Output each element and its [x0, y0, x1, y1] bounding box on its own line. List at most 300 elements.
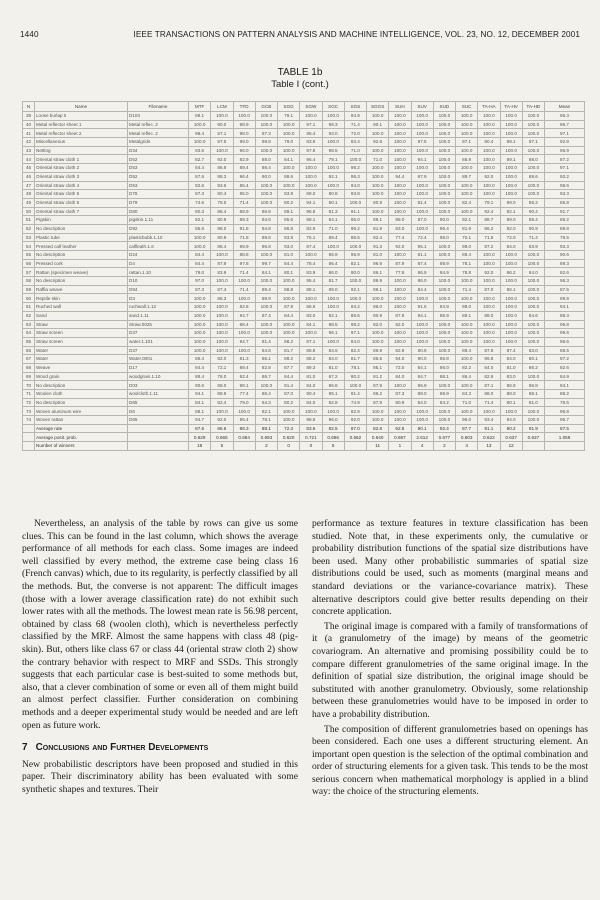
table-cell: 100.0	[300, 329, 322, 338]
table-cell: 89.4	[233, 363, 255, 372]
table-cell: 88.2	[545, 216, 585, 225]
table-cell: 82.1	[322, 311, 344, 320]
table-cell: 100.0	[211, 337, 233, 346]
table-cell: 83.0	[522, 346, 544, 355]
column-header: SGW	[300, 102, 322, 112]
table-cell: 87.4	[300, 242, 322, 251]
table-cell: Woolen cloth	[35, 390, 128, 399]
table-cell: 89.4	[233, 164, 255, 173]
table-cell: 100.0	[456, 146, 478, 155]
table-cell: 100.0	[522, 285, 544, 294]
table-cell: 100.0	[389, 146, 411, 155]
column-header: N	[23, 102, 35, 112]
table-cell: Number of winners	[35, 442, 128, 451]
table-cell: 82.4	[344, 346, 366, 355]
table-cell: 88.0	[478, 390, 500, 399]
table-cell: 88.5	[545, 346, 585, 355]
table-cell: 87.4	[500, 346, 522, 355]
table-cell: 96.4	[433, 224, 455, 233]
table-cell: 86.1	[367, 268, 389, 277]
table-cell: 98.2	[344, 164, 366, 173]
summary-row	[23, 442, 585, 451]
table-cell: 100.0	[433, 285, 455, 294]
table-cell: 100.0	[278, 164, 300, 173]
column-header: SUH	[389, 102, 411, 112]
table-cell: 84.0	[300, 381, 322, 390]
table-cell: 92.0	[500, 224, 522, 233]
table-cell: 100.0	[278, 320, 300, 329]
table-body	[23, 112, 585, 451]
table-cell: Water.0001	[128, 355, 189, 364]
table-cell: Metal reflec. 2	[128, 129, 189, 138]
table-cell: 82.4	[456, 198, 478, 207]
table-cell: 0	[278, 442, 300, 451]
table-cell: 100.0	[478, 120, 500, 129]
paragraph: The composition of different granulometries based on openings has been considered. Each one uses a different structuring element. An important open question is the selection of the optimal combination and order of structuring elements for a given task. This tends to be the most serious concern when mathematical morphology is applied in a blind way: the choice of the structuring elements.	[312, 723, 588, 798]
table-cell: 88.0	[500, 390, 522, 399]
table-cell: 50	[23, 207, 35, 216]
table-cell: 58	[23, 277, 35, 286]
table-cell: 51	[23, 216, 35, 225]
table-cell: ruchwall.1.12	[128, 303, 189, 312]
table-row	[23, 155, 585, 164]
table-cell: Netting	[35, 146, 128, 155]
table-cell: 100.0	[211, 311, 233, 320]
table-cell: 98.8	[255, 138, 277, 147]
table-cell: 100.0	[500, 277, 522, 286]
table-cell: 100.0	[433, 416, 455, 425]
section-heading	[22, 742, 298, 755]
table-cell: Straw screen	[35, 329, 128, 338]
table-cell: 78.4	[300, 259, 322, 268]
table-cell: 82.0	[211, 355, 233, 364]
table-row	[23, 416, 585, 425]
table-cell: 83.8	[278, 233, 300, 242]
table-cell: 89.9	[433, 259, 455, 268]
table-cell: 88.2	[278, 355, 300, 364]
table-cell: 88.4	[456, 251, 478, 260]
table-cell: 80.9	[211, 233, 233, 242]
table-cell: 84.4	[189, 251, 211, 260]
table-cell: 87.8	[278, 303, 300, 312]
table-cell: 74.6	[189, 198, 211, 207]
table-cell: 98.5	[322, 320, 344, 329]
table-cell: 100.0	[344, 277, 366, 286]
table-cell: Raffia weave	[35, 285, 128, 294]
table-cell: 97.1	[300, 120, 322, 129]
table-cell: 100.0	[211, 112, 233, 121]
table-cell: 84.1	[189, 398, 211, 407]
table-cell	[23, 424, 35, 433]
table-row	[23, 259, 585, 268]
table-cell: 86.9	[367, 346, 389, 355]
section-title: Conclusions and Further Developments	[35, 742, 209, 754]
table-cell: 100.0	[389, 138, 411, 147]
table-cell: 88.4	[233, 320, 255, 329]
table-cell: 90.0	[255, 172, 277, 181]
table-cell: D78	[128, 190, 189, 199]
table-cell: 2	[255, 442, 277, 451]
table-row	[23, 398, 585, 407]
table-cell: 100.0	[433, 329, 455, 338]
table-cell: 86.2	[367, 390, 389, 399]
table-cell: 100.0	[211, 329, 233, 338]
table-cell: 86.2	[478, 224, 500, 233]
table-cell: 100.0	[478, 251, 500, 260]
table-cell: 65	[23, 337, 35, 346]
table-cell: 100.0	[411, 207, 433, 216]
column-header: GCB	[255, 102, 277, 112]
table-cell: 100.0	[211, 303, 233, 312]
table-cell: 93.6	[211, 181, 233, 190]
table-cell: 0.696	[322, 433, 344, 442]
table-cell: 95.0	[344, 216, 366, 225]
table-cell: 100.0	[411, 164, 433, 173]
table-cell: 100.0	[500, 129, 522, 138]
table-row	[23, 129, 585, 138]
table-cell: 80.2	[278, 398, 300, 407]
table-cell: 89.0	[500, 198, 522, 207]
table-cell: 100.0	[389, 112, 411, 121]
table-cell: 83.0	[300, 311, 322, 320]
table-cell: 100.0	[433, 198, 455, 207]
column-header: SGS	[344, 102, 366, 112]
table-cell: 100.0	[456, 320, 478, 329]
table-cell: 100.0	[500, 146, 522, 155]
table-cell: 100.0	[322, 407, 344, 416]
table-cell: 100.0	[344, 198, 366, 207]
table-cell: 100.0	[500, 311, 522, 320]
table-cell: 87.7	[456, 424, 478, 433]
table-cell: Loose burlap II	[35, 112, 128, 121]
table-cell: 84.3	[456, 390, 478, 399]
table-cell: 100.0	[389, 329, 411, 338]
table-cell: 92.1	[500, 207, 522, 216]
table-cell: 100.0	[522, 329, 544, 338]
table-cell: No description	[35, 251, 128, 260]
table-cell: 99.8	[545, 294, 585, 303]
table-cell: 79.0	[278, 138, 300, 147]
table-cell: D84	[128, 285, 189, 294]
column-header: SGC	[322, 102, 344, 112]
table-cell: 82.9	[478, 372, 500, 381]
table-cell: 100.0	[411, 407, 433, 416]
table-cell: 100.0	[411, 112, 433, 121]
table-cell: 100.0	[233, 112, 255, 121]
table-cell: 100.0	[255, 320, 277, 329]
table-cell: 74.9	[344, 398, 366, 407]
table-cell: 94.0	[500, 416, 522, 425]
table-cell: 100.0	[389, 155, 411, 164]
table-cell: 81.4	[255, 337, 277, 346]
table-row	[23, 355, 585, 364]
table-cell: 84.6	[322, 346, 344, 355]
table-cell: 100.0	[522, 277, 544, 286]
table-cell: 100.0	[189, 233, 211, 242]
table-cell: D6	[128, 407, 189, 416]
table-cell: 100.0	[367, 146, 389, 155]
table-cell: 100.0	[389, 381, 411, 390]
table-cell: 100.0	[389, 120, 411, 129]
paragraph: performance as texture features in texture classification has been studied. Note that, in these experiments only, the cumulative or probability distribution functions of the spatial size distributions have been used. Many other probabilistic summaries of spatial size distributions could be used, such as moments (marginal means and standard deviations or the variance-covariance matrix). These alternative descriptors could give better results depending on their concrete application.	[312, 518, 588, 618]
column-header: TA-HA	[478, 102, 500, 112]
table-cell: 100.0	[367, 294, 389, 303]
table-cell: 100.0	[522, 190, 544, 199]
table-cell: 100.0	[456, 355, 478, 364]
table-cell: 48	[23, 190, 35, 199]
table-cell: 80.1	[500, 398, 522, 407]
table-row	[23, 120, 585, 129]
table-cell: 80.9	[389, 398, 411, 407]
table-cell: 87.5	[545, 424, 585, 433]
table-cell: 88.4	[189, 372, 211, 381]
table-cell: 69.0	[300, 190, 322, 199]
table-cell: 100.0	[233, 277, 255, 286]
table-cell: 84.1	[255, 268, 277, 277]
table-cell: 83.9	[522, 242, 544, 251]
table-cell: 100.0	[478, 320, 500, 329]
table-cell	[522, 442, 544, 451]
table-row	[23, 138, 585, 147]
table-cell: 100.0	[211, 251, 233, 260]
table-cell: 100.0	[278, 146, 300, 155]
table-cell: 88.4	[255, 164, 277, 173]
table-cell: 93.3	[545, 242, 585, 251]
table-cell: 82.8	[367, 424, 389, 433]
table-cell: 94.1	[300, 198, 322, 207]
table-cell: D24	[128, 251, 189, 260]
table-row	[23, 112, 585, 121]
table-cell: 89.1	[278, 207, 300, 216]
table-cell: 78.1	[255, 416, 277, 425]
table-cell: 89.4	[322, 233, 344, 242]
table-cell: 87.2	[545, 355, 585, 364]
table-cell: 100.0	[522, 294, 544, 303]
table-cell: pigskin.1.11	[128, 216, 189, 225]
table-cell: D65	[128, 416, 189, 425]
table-cell: D03	[128, 381, 189, 390]
table-cell: 88.0	[211, 381, 233, 390]
table-cell: 61	[23, 303, 35, 312]
table-cell: 93.4	[478, 416, 500, 425]
table-cell: 84.4	[189, 259, 211, 268]
table-cell: 100.0	[500, 190, 522, 199]
table-cell: 85.9	[433, 311, 455, 320]
table-row	[23, 407, 585, 416]
table-cell: 78.1	[344, 363, 366, 372]
table-cell: 100.0	[322, 294, 344, 303]
table-cell: 74	[23, 416, 35, 425]
table-cell: Rattan (specimen weave)	[35, 268, 128, 277]
table-cell: 90.2	[500, 424, 522, 433]
table-cell: D79	[128, 198, 189, 207]
table-cell: 71.4	[456, 285, 478, 294]
table-cell: 88.1	[433, 372, 455, 381]
table-cell: 98.6	[300, 416, 322, 425]
table-cell: 100.0	[189, 303, 211, 312]
column-header: TFD	[233, 102, 255, 112]
table-cell: 84.0	[411, 398, 433, 407]
table-cell: 0.721	[300, 433, 322, 442]
table-cell: 100.0	[478, 407, 500, 416]
table-cell: 100.0	[389, 294, 411, 303]
table-cell: 93.0	[322, 129, 344, 138]
table-cell: 97.1	[344, 329, 366, 338]
table-cell: 100.0	[189, 346, 211, 355]
table-cell: 80.9	[411, 346, 433, 355]
table-cell: 96.7	[545, 120, 585, 129]
table-cell: D3	[128, 294, 189, 303]
table-cell: D17	[128, 363, 189, 372]
column-header: Filename	[128, 102, 189, 112]
table-cell: 100.0	[522, 251, 544, 260]
table-cell: 80.1	[522, 355, 544, 364]
table-cell: 90.4	[478, 138, 500, 147]
table-cell: 88.1	[189, 112, 211, 121]
table-cell: 100.0	[478, 164, 500, 173]
table-row	[23, 311, 585, 320]
table-cell: 100.0	[322, 181, 344, 190]
table-cell: 100.0	[300, 294, 322, 303]
table-cell: 95.1	[322, 390, 344, 399]
table-cell: Straw.0025	[128, 320, 189, 329]
table-cell: 87.9	[389, 259, 411, 268]
table-row	[23, 242, 585, 251]
table-cell: 88.7	[478, 216, 500, 225]
table-cell: 100.0	[278, 120, 300, 129]
table-cell: 71.4	[233, 285, 255, 294]
table-cell: 86.2	[522, 198, 544, 207]
results-table	[22, 101, 585, 451]
table-cell: 82.9	[300, 224, 322, 233]
table-cell: 100.0	[522, 416, 544, 425]
table-cell: 96.4	[233, 172, 255, 181]
table-cell: 100.0	[255, 181, 277, 190]
table-cell: 84.1	[300, 320, 322, 329]
table-cell: 79.1	[322, 155, 344, 164]
table-cell: 100.0	[278, 129, 300, 138]
table-cell: 82.1	[344, 259, 366, 268]
table-cell: 89.1	[456, 311, 478, 320]
table-cell: 86.9	[278, 285, 300, 294]
table-cell: 100.0	[456, 181, 478, 190]
table-cell	[128, 433, 189, 442]
table-cell	[233, 442, 255, 451]
table-cell: 100.0	[522, 337, 544, 346]
table-cell: 44	[23, 155, 35, 164]
table-cell: 86.0	[367, 303, 389, 312]
table-cell: 98.9	[233, 120, 255, 129]
table-cell: 100.0	[255, 120, 277, 129]
table-cell: 72.0	[500, 233, 522, 242]
table-cell: 89.3	[300, 363, 322, 372]
table-cell: 71.8	[233, 233, 255, 242]
table-row	[23, 207, 585, 216]
table-cell: 87.1	[478, 381, 500, 390]
table-cell: 90.0	[344, 268, 366, 277]
table-cell: 95.7	[545, 416, 585, 425]
table-cell: 98.0	[211, 224, 233, 233]
table-cell: 100.0	[411, 337, 433, 346]
table-cell: 2	[433, 442, 455, 451]
table-cell: 100.0	[522, 407, 544, 416]
table-cell: 87.0	[478, 285, 500, 294]
paragraph: Nevertheless, an analysis of the table by rows can give us some clues. This can be found in the last column, which shows the average performance of all methods for each class. Some images are indeed well classified by every method, the extreme case being class 16 (French canvas) which, due to its regularity, is perfectly classified by all the methods. But, the converse is not apparent: The difficult images (those with a lower average classification rate) do not exhibit such lower rates with all the methods. The lowest mean rate is 56.98 percent, obtained by class 68 (woolen cloth), which is nevertheless perfectly classified by the MRF. Almost the same happens with class 48 (pig-skin). But, others like class 67 or class 44 (oriental straw cloth 2) show the contrary behavior with respect to MRF and SSDs. This strongly suggests that each particular case is best-suited to some methods but, also, that a clever combination of some or even all of them might build an almost perfect classifier. Further consideration on combining methods and a deeper experimental study would be needed and are left open as future work.	[22, 518, 298, 731]
table-cell: 84.4	[411, 285, 433, 294]
table-cell: 98.0	[456, 242, 478, 251]
table-cell: 78.8	[456, 268, 478, 277]
table-cell: 86.2	[522, 363, 544, 372]
table-cell: 100.0	[478, 329, 500, 338]
table-cell: 100.0	[522, 320, 544, 329]
table-cell: 100.0	[478, 181, 500, 190]
table-cell: 84.1	[322, 216, 344, 225]
table-cell: 81.1	[411, 251, 433, 260]
table-cell: 40	[23, 120, 35, 129]
table-row	[23, 320, 585, 329]
table-cell: 88.2	[545, 390, 585, 399]
table-cell: 80.8	[322, 190, 344, 199]
table-cell: 80.2	[278, 198, 300, 207]
table-cell: 95.1	[411, 242, 433, 251]
table-cell: 83.6	[300, 424, 322, 433]
table-cell: 89.6	[255, 233, 277, 242]
table-cell: 96.8	[300, 207, 322, 216]
table-cell: 100.0	[433, 251, 455, 260]
table-cell: 86.3	[233, 424, 255, 433]
running-header	[20, 30, 580, 39]
table-cell: 86.1	[255, 355, 277, 364]
table-cell: 92.0	[211, 416, 233, 425]
table-title: TABLE 1b	[277, 67, 323, 78]
table-cell: 87.9	[367, 398, 389, 407]
table-cell: 81.2	[367, 372, 389, 381]
table-cell: 100.0	[478, 259, 500, 268]
table-cell: 100.0	[433, 346, 455, 355]
table-cell: 84.7	[411, 372, 433, 381]
table-cell: 100.0	[478, 112, 500, 121]
table-cell: 92.0	[344, 416, 366, 425]
table-row	[23, 277, 585, 286]
table-cell: 100.0	[300, 407, 322, 416]
table-cell: 71.5	[478, 233, 500, 242]
table-cell: 100.0	[389, 277, 411, 286]
table-cell: 100.0	[433, 190, 455, 199]
table-cell: 100.0	[433, 164, 455, 173]
table-cell: 89.3	[233, 216, 255, 225]
table-cell: 94.7	[233, 311, 255, 320]
table-cell: 94.7	[233, 337, 255, 346]
table-cell: 93.0	[278, 242, 300, 251]
table-cell: 100.0	[189, 311, 211, 320]
table-cell: 100.0	[389, 416, 411, 425]
table-cell: 82.0	[367, 320, 389, 329]
table-cell: 86.0	[433, 363, 455, 372]
table-cell: 79.1	[478, 198, 500, 207]
table-cell: 100.0	[344, 294, 366, 303]
table-cell: 97.1	[545, 129, 585, 138]
table-cell: 87.5	[545, 285, 585, 294]
table-cell: 100.0	[522, 112, 544, 121]
table-cell: 100.0	[433, 381, 455, 390]
table-cell: 100.0	[433, 181, 455, 190]
table-cell: 96.3	[545, 277, 585, 286]
table-cell: 0.629	[189, 433, 211, 442]
table-cell: 100.0	[500, 120, 522, 129]
table-cell: 84.0	[500, 355, 522, 364]
table-cell: 88.9	[233, 207, 255, 216]
table-cell: Metalgrids	[128, 138, 189, 147]
